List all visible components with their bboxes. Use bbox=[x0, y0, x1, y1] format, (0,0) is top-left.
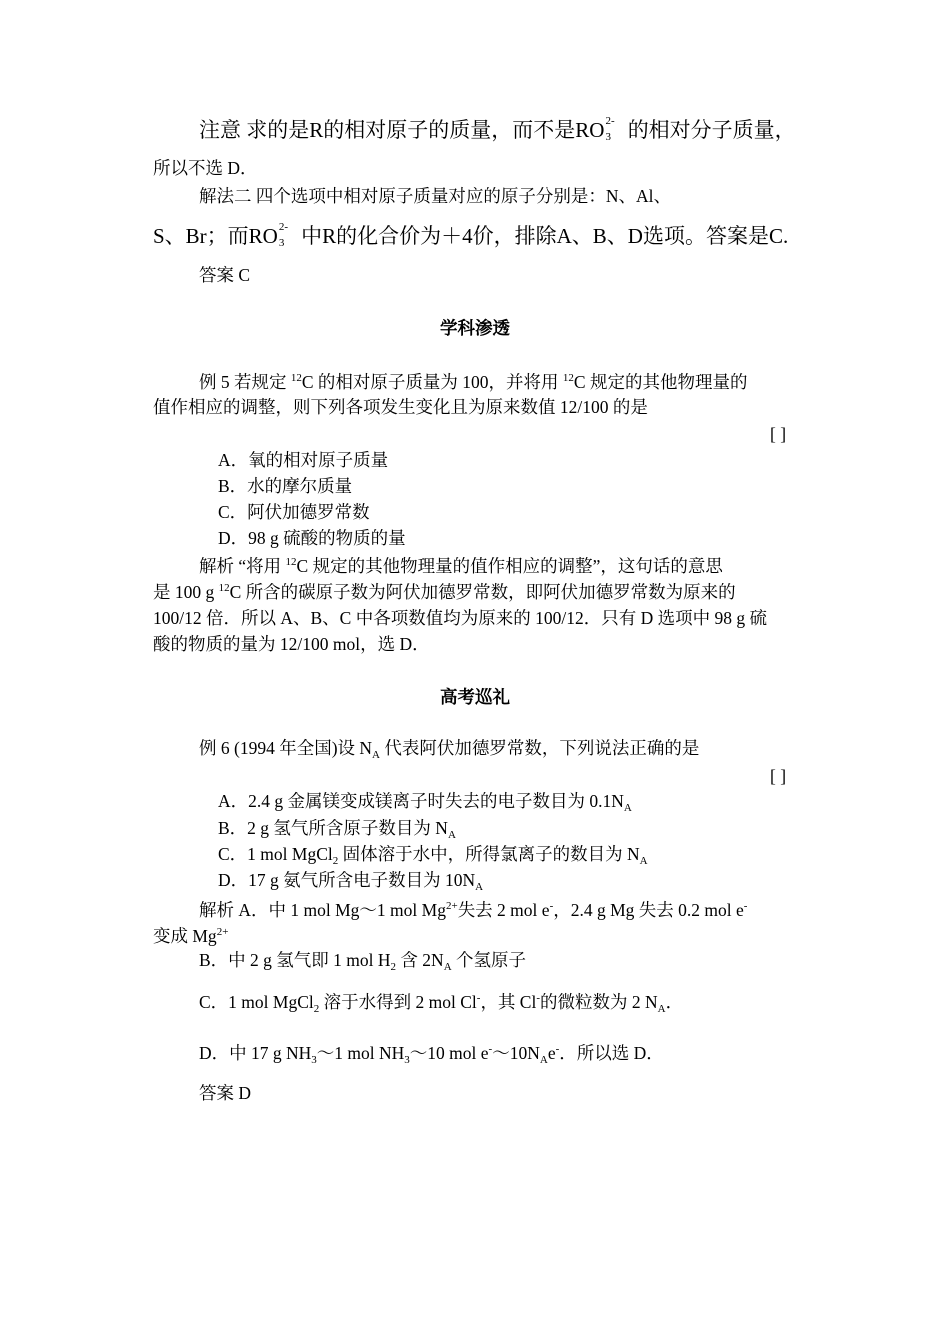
ex5-s1a: 解析 “将用 bbox=[199, 556, 286, 576]
superscript: 2+ bbox=[216, 926, 229, 938]
ex6-cB: 溶于水得到 2 mol Cl bbox=[319, 992, 477, 1012]
subscript: 2 bbox=[313, 1003, 320, 1015]
ex6-answer-bracket: [ ] bbox=[770, 766, 787, 786]
ex6-dC: ～10 mol e bbox=[409, 1043, 489, 1063]
ex6-solution-d bbox=[199, 1043, 664, 1064]
ex6-a1c: ，2.4 g Mg 失去 0.2 mol e bbox=[553, 900, 744, 920]
ex5-l1a: 例 5 若规定 bbox=[199, 372, 291, 392]
ex6-a1b: 失去 2 mol e bbox=[457, 900, 550, 920]
ex6-option-c bbox=[218, 844, 648, 865]
subscript: A bbox=[539, 1054, 548, 1066]
subscript: A bbox=[639, 855, 648, 867]
ex6-a1a: 解析 A．中 1 mol Mg～1 mol Mg bbox=[199, 900, 446, 920]
ex6-l1a: 例 6 (1994 年全国)设 N bbox=[199, 738, 373, 758]
subscript: 3 bbox=[404, 1054, 410, 1066]
superscript: - bbox=[488, 1043, 493, 1055]
ex6-dF: ．所以选 D． bbox=[559, 1043, 664, 1063]
subscript: A bbox=[447, 829, 456, 841]
ex5-option-b: B．水的摩尔质量 bbox=[218, 476, 353, 496]
ion-subscript: 3 bbox=[605, 131, 611, 143]
ex5-l1b: C 的相对原子质量为 100，并将用 bbox=[301, 372, 563, 392]
ex5-solution-1 bbox=[199, 556, 723, 577]
ex6-option-d bbox=[218, 870, 483, 891]
superscript: 12 bbox=[285, 556, 297, 568]
ion-charge: 2- bbox=[605, 115, 615, 127]
ex5-line-2: 值作相应的调整，则下列各项发生变化且为原来数值 12/100 的是 bbox=[153, 397, 648, 417]
section-heading-2: 高考巡礼 bbox=[440, 687, 510, 707]
superscript: - bbox=[743, 900, 748, 912]
ex6-l1b: 代表阿伏加德罗常数，下列说法正确的是 bbox=[380, 738, 700, 758]
superscript: - bbox=[476, 992, 481, 1004]
ex5-option-a: A．氧的相对原子质量 bbox=[218, 450, 389, 470]
subscript: A bbox=[372, 749, 380, 761]
subscript: A bbox=[623, 802, 632, 814]
ex5-solution-3: 100/12 倍．所以 A、B、C 中各项数值均为原来的 100/12．只有 D 选项中 98 g 硫 bbox=[153, 608, 767, 628]
ex6-cC: ，其 Cl bbox=[480, 992, 537, 1012]
ex6-dB: ～1 mol NH bbox=[316, 1043, 405, 1063]
note-line-2: 所以不选 D． bbox=[153, 158, 258, 178]
ex6-bA: B．中 2 g 氢气即 1 mol H bbox=[199, 950, 391, 970]
section-heading-1: 学科渗透 bbox=[440, 318, 510, 338]
ex6-oB: B．2 g 氢气所含原子数目为 N bbox=[218, 818, 448, 838]
subscript: A bbox=[443, 961, 452, 973]
ex5-l1c: C 规定的其他物理量的 bbox=[573, 372, 748, 392]
note-text-2: 的相对分子质量， bbox=[622, 118, 796, 142]
ex6-option-a bbox=[218, 791, 632, 812]
ex6-dD: ～10N bbox=[492, 1043, 540, 1063]
subscript: A bbox=[475, 881, 484, 893]
method2b-text-1: S、Br；而RO bbox=[153, 224, 278, 248]
ion-script bbox=[604, 115, 622, 143]
ex5-answer-bracket: [ ] bbox=[770, 424, 787, 444]
subscript: 3 bbox=[311, 1054, 317, 1066]
ex6-cD: 的微粒数为 2 N bbox=[540, 992, 658, 1012]
method2-line-2 bbox=[153, 221, 789, 249]
ex5-solution-4: 酸的物质的量为 12/100 mol，选 D． bbox=[153, 634, 430, 654]
ex5-solution-2 bbox=[153, 582, 736, 603]
ex5-s2b: C 所含的碳原子数为阿伏加德罗常数，即阿伏加德罗常数为原来的 bbox=[229, 582, 736, 602]
ex6-a2a: 变成 Mg bbox=[153, 926, 217, 946]
ex6-bB: 含 2N bbox=[396, 950, 444, 970]
ex6-option-b bbox=[218, 818, 456, 839]
superscript: 2+ bbox=[445, 900, 458, 912]
superscript: 12 bbox=[562, 372, 574, 384]
superscript: 12 bbox=[218, 582, 230, 594]
subscript: 2 bbox=[332, 855, 339, 867]
subscript: 2 bbox=[390, 961, 397, 973]
note-line bbox=[199, 115, 796, 143]
ex6-cA: C．1 mol MgCl bbox=[199, 992, 314, 1012]
method2b-text-2: 中R的化合价为＋4价，排除A、B、D选项。答案是C. bbox=[295, 224, 789, 248]
superscript: 12 bbox=[290, 372, 302, 384]
ex5-s2a: 是 100 g bbox=[153, 582, 219, 602]
ex5-s1b: C 规定的其他物理量的值作相应的调整”，这句话的意思 bbox=[296, 556, 723, 576]
ion-subscript: 3 bbox=[278, 237, 285, 249]
answer-1: 答案 C bbox=[199, 265, 251, 285]
ex6-solution-b bbox=[199, 950, 526, 971]
superscript: - bbox=[549, 900, 554, 912]
ex6-oD: D．17 g 氨气所含电子数目为 10N bbox=[218, 870, 476, 890]
ex6-dE: e bbox=[547, 1043, 556, 1063]
method2-line: 解法二 四个选项中相对原子质量对应的原子分别是：N、Al、 bbox=[199, 186, 672, 206]
ex6-oA: A．2.4 g 金属镁变成镁离子时失去的电子数目为 0.1N bbox=[218, 791, 624, 811]
ion-script bbox=[278, 221, 296, 249]
ex6-cE: ． bbox=[665, 992, 684, 1012]
ex6-oC1: C．1 mol MgCl bbox=[218, 844, 333, 864]
ex6-solution-a bbox=[199, 900, 747, 921]
superscript: - bbox=[536, 992, 541, 1004]
answer-2: 答案 D bbox=[199, 1083, 252, 1103]
subscript: A bbox=[657, 1003, 666, 1015]
ex6-bC: 个氢原子 bbox=[451, 950, 527, 970]
superscript: - bbox=[555, 1043, 560, 1055]
ex6-oC2: 固体溶于水中，所得氯离子的数目为 N bbox=[338, 844, 640, 864]
ex5-line-1 bbox=[199, 372, 747, 393]
note-text-1: 注意 求的是R的相对原子的质量，而不是RO bbox=[199, 118, 605, 142]
ex5-option-d: D．98 g 硫酸的物质的量 bbox=[218, 528, 406, 548]
ex6-line-1 bbox=[199, 738, 699, 759]
ex6-solution-a-2 bbox=[153, 926, 228, 947]
ex6-dA: D．中 17 g NH bbox=[199, 1043, 312, 1063]
ex5-option-c: C．阿伏加德罗常数 bbox=[218, 502, 370, 522]
ex6-solution-c bbox=[199, 992, 683, 1013]
ion-charge: 2- bbox=[278, 221, 289, 233]
